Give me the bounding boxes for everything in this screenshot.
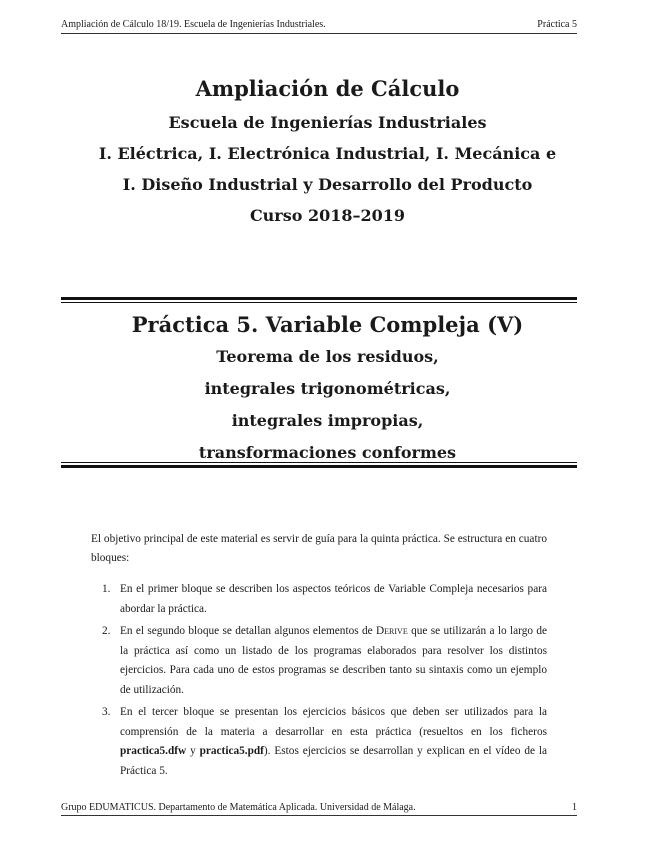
list-item-text: que se utilizarán a lo largo de la práctica así como un listado de los programas elaborados para resolver los distintos ejercicios. Para cada uno de estos programas se describen tanto su sintaxis como un ejemplo de utilización. [120, 625, 547, 696]
list-item-number: 1. [102, 583, 111, 595]
list-item-text: ). Estos ejercicios se desarrollan y explican en el vídeo de la Práctica 5. [120, 745, 548, 777]
header-rule [61, 33, 577, 34]
file-name: practica5.pdf [199, 745, 264, 757]
degrees-line-1: I. Eléctrica, I. Electrónica Industrial, I. Mecánica e [98, 144, 557, 163]
page-number: 1 [572, 802, 577, 813]
top-thin-rule [61, 302, 577, 303]
top-thick-rule [61, 297, 577, 300]
bottom-thin-rule [61, 462, 577, 463]
degrees-line-2: I. Diseño Industrial y Desarrollo del Producto [122, 175, 533, 194]
blocks-list [91, 580, 547, 784]
practice-subtitle: transformaciones conformes [198, 443, 457, 462]
list-item [91, 703, 547, 781]
header-right-text: Práctica 5 [537, 19, 577, 30]
list-item-text: y [186, 745, 200, 757]
intro-paragraph: El objetivo principal de este material es servir de guía para la quinta práctica. Se estructura en cuatro bloques: [91, 533, 547, 564]
practice-title: Práctica 5. Variable Compleja (V) [131, 312, 524, 337]
footer-left-text: Grupo EDUMATICUS. Departamento de Matemática Aplicada. Universidad de Málaga. [61, 802, 416, 813]
list-item-text: En el segundo bloque se detallan algunos elementos de [120, 625, 376, 637]
practice-subtitle: integrales trigonométricas, [204, 379, 451, 398]
bottom-thick-rule [61, 465, 577, 468]
list-item [91, 622, 547, 700]
course-title: Ampliación de Cálculo [195, 76, 460, 101]
school-name: Escuela de Ingenierías Industriales [168, 113, 487, 132]
list-item-text: En el tercer bloque se presentan los ejercicios básicos que deben ser utilizados para la comprensión de la materia a desarrollar en esta práctica (resueltos en los ficheros [120, 706, 547, 738]
course-year: Curso 2018–2019 [249, 206, 406, 225]
list-item-text: En el primer bloque se describen los aspectos teóricos de Variable Compleja necesarios para abordar la práctica. [120, 583, 547, 615]
practice-subtitle: integrales impropias, [231, 411, 424, 430]
header-left-text: Ampliación de Cálculo 18/19. Escuela de Ingenierías Industriales. [61, 19, 326, 30]
file-name: practica5.dfw [120, 745, 187, 757]
practice-subtitle: Teorema de los residuos, [216, 347, 439, 366]
software-name: Derive [376, 625, 408, 637]
footer-rule [61, 815, 577, 816]
list-item-number: 2. [102, 625, 111, 637]
list-item-number: 3. [102, 706, 111, 718]
list-item [91, 580, 547, 619]
